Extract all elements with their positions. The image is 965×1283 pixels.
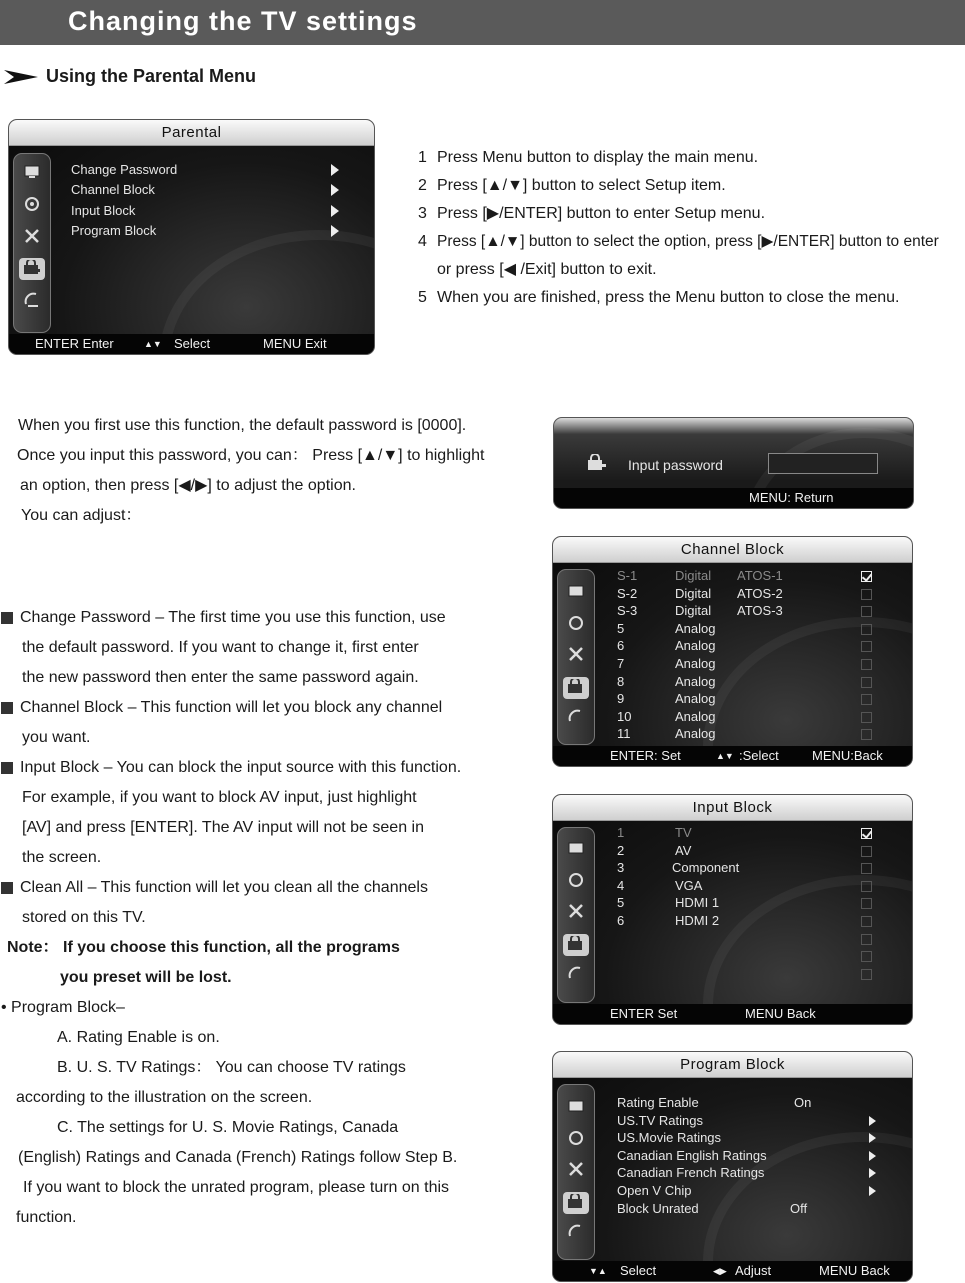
chevron-right-icon: [869, 1116, 876, 1126]
square-bullet-icon: [1, 702, 13, 714]
channel-type: Analog: [675, 708, 716, 724]
input-name: HDMI 1: [675, 895, 720, 911]
menu-item-program-block[interactable]: Program Block: [71, 223, 157, 238]
input-name: Component: [672, 860, 740, 876]
program-option-label[interactable]: Canadian French Ratings: [617, 1165, 765, 1181]
sound-icon[interactable]: [563, 613, 589, 635]
intro-line: You can adjust：: [21, 507, 142, 524]
step-item: [418, 228, 965, 284]
desc-line: stored on this TV.: [22, 909, 146, 926]
parental-lock-icon[interactable]: [563, 677, 589, 699]
left-right-arrows-icon: ◀▶: [713, 1266, 727, 1276]
program-option-value[interactable]: Off: [790, 1200, 808, 1216]
channel-type: Analog: [675, 620, 716, 636]
channel-number[interactable]: 11: [617, 726, 631, 742]
password-panel: [553, 417, 914, 509]
step-text-continued: or press [◀ /Exit] button to exit.: [437, 261, 657, 278]
step-item: [418, 172, 965, 200]
sound-icon[interactable]: [563, 1128, 589, 1150]
block-checkbox[interactable]: [861, 589, 872, 600]
channel-number[interactable]: 10: [617, 708, 632, 724]
program-block-panel: [552, 1051, 913, 1282]
up-down-arrows-icon: ▲▼: [144, 339, 162, 349]
parental-lock-icon[interactable]: [563, 1192, 589, 1214]
step-item: [418, 144, 965, 172]
chevron-right-icon: [869, 1186, 876, 1196]
input-name: AV: [675, 842, 692, 858]
input-name: VGA: [675, 877, 703, 893]
program-option-label[interactable]: US.TV Ratings: [617, 1112, 703, 1128]
menu-footer: [9, 334, 374, 354]
chevron-right-icon: [331, 225, 339, 237]
menu-icon-column: [557, 569, 595, 745]
sound-icon[interactable]: [563, 870, 589, 892]
channel-name: ATOS-3: [737, 603, 783, 619]
square-bullet-icon: [1, 612, 13, 624]
setup-tools-icon[interactable]: [563, 644, 589, 666]
channel-number[interactable]: S-2: [617, 585, 638, 601]
footer-select-hint: Select: [620, 1263, 657, 1278]
setup-tools-icon[interactable]: [563, 901, 589, 923]
desc-line: B. U. S. TV Ratings： You can choose TV ratings: [57, 1059, 406, 1076]
page-title: Changing the TV settings: [68, 6, 418, 36]
block-checkbox[interactable]: [861, 863, 872, 874]
channel-number[interactable]: 7: [617, 656, 625, 671]
chevron-right-icon: [869, 1151, 876, 1161]
step-number: 3: [418, 205, 427, 222]
setup-tools-icon[interactable]: [563, 1159, 589, 1181]
step-text: When you are finished, press the Menu button to close the menu.: [437, 289, 900, 306]
channel-type: Analog: [675, 673, 716, 689]
input-number[interactable]: 6: [617, 913, 625, 928]
password-label: Input password: [628, 457, 723, 473]
channel-type: Analog: [675, 638, 716, 654]
channel-number[interactable]: 5: [617, 620, 625, 636]
parental-menu-panel: [8, 119, 375, 355]
channel-type: Analog: [675, 656, 716, 671]
block-checkbox[interactable]: [861, 641, 872, 652]
menu-icon-column: [557, 1084, 595, 1260]
channel-type: Digital: [675, 603, 712, 619]
desc-line: Input Block – You can block the input source with this function.: [20, 759, 462, 776]
menu-icon-column: [557, 827, 595, 1003]
channel-number[interactable]: 6: [617, 638, 625, 654]
parental-lock-icon[interactable]: [563, 934, 589, 956]
desc-line: • Program Block–: [1, 999, 125, 1016]
channel-name: ATOS-2: [737, 585, 783, 601]
input-name: HDMI 2: [675, 913, 720, 928]
desc-line: (English) Ratings and Canada (French) Ratings follow Step B.: [18, 1149, 458, 1166]
desc-line: function.: [16, 1209, 77, 1226]
channel-block-panel: [552, 536, 913, 767]
block-checkbox[interactable]: [861, 898, 872, 909]
menu-item-input-block[interactable]: Input Block: [71, 203, 136, 218]
block-checkbox[interactable]: [861, 951, 872, 962]
step-list: [418, 144, 965, 312]
step-item: [418, 200, 965, 228]
footer-set-hint: ENTER Set: [610, 1006, 678, 1021]
header-bar: [0, 0, 965, 45]
footer-set-hint: ENTER: Set: [610, 748, 681, 763]
picture-icon[interactable]: [19, 163, 45, 185]
desc-line: the screen.: [22, 849, 102, 866]
desc-line: A. Rating Enable is on.: [57, 1029, 220, 1046]
block-checkbox[interactable]: [861, 659, 872, 670]
chevron-right-icon: [331, 184, 339, 196]
desc-line: C. The settings for U. S. Movie Ratings, Canada: [57, 1119, 399, 1136]
desc-line: the new password then enter the same password again.: [22, 669, 419, 686]
step-text: Press [▲/▼] button to select the option, press [▶/ENTER] button to enter: [437, 233, 939, 250]
channel-block-footer: [553, 746, 912, 766]
channel-type: Analog: [675, 691, 716, 707]
sound-icon[interactable]: [19, 194, 45, 216]
satellite-icon[interactable]: [563, 1222, 589, 1244]
program-option-label[interactable]: US.Movie Ratings: [617, 1130, 722, 1146]
block-checkbox[interactable]: [861, 712, 872, 723]
section-title: Using the Parental Menu: [46, 66, 257, 86]
intro-line: Once you input this password, you can： Press [▲/▼] to highlight: [17, 447, 485, 464]
block-checkbox[interactable]: [861, 969, 872, 980]
footer-exit-hint: MENU Exit: [263, 336, 327, 351]
up-down-arrows-icon: ▲▼: [716, 751, 734, 761]
square-bullet-icon: [1, 882, 13, 894]
password-footer: [554, 488, 913, 508]
parental-lock-icon: [586, 454, 608, 477]
desc-line: according to the illustration on the screen.: [16, 1089, 313, 1106]
input-number[interactable]: 1: [617, 825, 625, 840]
desc-line: Channel Block – This function will let you block any channel: [20, 699, 443, 716]
satellite-icon[interactable]: [19, 290, 45, 312]
channel-name: ATOS-1: [737, 568, 783, 583]
note-line: Note： If you choose this function, all the programs: [7, 939, 400, 956]
password-input[interactable]: [768, 453, 878, 474]
input-block-panel: [552, 794, 913, 1025]
footer-back-hint: MENU Back: [819, 1263, 890, 1278]
footer-return-hint: MENU: Return: [749, 490, 834, 505]
picture-icon[interactable]: [563, 583, 589, 605]
chevron-right-icon: [869, 1133, 876, 1143]
channel-type: Digital: [675, 568, 712, 583]
chevron-right-icon: [869, 1168, 876, 1178]
footer-adjust-hint: Adjust: [735, 1263, 772, 1278]
satellite-icon[interactable]: [563, 707, 589, 729]
program-option-label[interactable]: Rating Enable: [617, 1095, 699, 1110]
program-option-label[interactable]: Open V Chip: [617, 1183, 692, 1198]
step-text: Press [▶/ENTER] button to enter Setup menu.: [437, 205, 766, 222]
program-block-title: Program Block: [553, 1052, 912, 1078]
channel-number[interactable]: S-1: [617, 568, 638, 583]
channel-number[interactable]: 9: [617, 691, 625, 707]
footer-select-hint: :Select: [739, 748, 779, 763]
program-option-value[interactable]: On: [794, 1095, 812, 1110]
step-number: 1: [418, 149, 427, 166]
block-checkbox[interactable]: [861, 729, 872, 740]
footer-back-hint: MENU:Back: [812, 748, 883, 763]
menu-item-change-password[interactable]: Change Password: [71, 162, 178, 177]
block-checkbox[interactable]: [861, 916, 872, 927]
picture-icon[interactable]: [563, 840, 589, 862]
desc-line: you want.: [22, 729, 91, 746]
desc-line: [AV] and press [ENTER]. The AV input will not be seen in: [22, 819, 424, 836]
parental-lock-icon[interactable]: [19, 258, 45, 280]
input-block-footer: [553, 1004, 912, 1024]
desc-line: Clean All – This function will let you clean all the channels: [20, 879, 428, 896]
note-line: you preset will be lost.: [60, 969, 232, 986]
desc-line: For example, if you want to block AV input, just highlight: [22, 789, 417, 806]
block-checkbox[interactable]: [861, 677, 872, 688]
block-checkbox[interactable]: [861, 846, 872, 857]
swirl-decoration: [703, 875, 913, 1025]
block-checkbox[interactable]: [861, 624, 872, 635]
footer-select-hint: Select: [174, 336, 211, 351]
step-text: Press Menu button to display the main menu.: [437, 149, 759, 166]
input-block-title: Input Block: [553, 795, 912, 821]
chevron-right-icon: [331, 205, 339, 217]
block-checkbox[interactable]: [861, 571, 872, 582]
channel-number[interactable]: 8: [617, 673, 625, 689]
block-checkbox[interactable]: [861, 694, 872, 705]
input-number[interactable]: 2: [617, 842, 625, 858]
step-number: 5: [418, 289, 427, 306]
setup-tools-icon[interactable]: [19, 226, 45, 248]
input-number[interactable]: 5: [617, 895, 625, 911]
footer-back-hint: MENU Back: [745, 1006, 816, 1021]
input-number[interactable]: 4: [617, 877, 625, 893]
program-block-footer: [553, 1261, 912, 1281]
arrow-pointer-icon: [4, 70, 38, 84]
input-number[interactable]: 3: [617, 860, 625, 876]
menu-icon-column: [13, 153, 51, 333]
satellite-icon[interactable]: [563, 964, 589, 986]
channel-type: Analog: [675, 726, 716, 742]
step-number: 2: [418, 177, 427, 194]
block-checkbox[interactable]: [861, 881, 872, 892]
desc-line: Change Password – The first time you use this function, use: [20, 609, 446, 626]
step-text: Press [▲/▼] button to select Setup item.: [437, 177, 726, 194]
input-name: TV: [675, 825, 692, 840]
block-checkbox[interactable]: [861, 828, 872, 839]
channel-number[interactable]: S-3: [617, 603, 638, 619]
program-option-label[interactable]: Block Unrated: [617, 1200, 699, 1216]
menu-item-channel-block[interactable]: Channel Block: [71, 182, 155, 197]
desc-line: the default password. If you want to change it, first enter: [22, 639, 419, 656]
channel-type: Digital: [675, 585, 712, 601]
step-item: [418, 284, 965, 312]
intro-line: When you first use this function, the default password is [0000].: [18, 417, 467, 434]
footer-enter-hint: ENTER Enter: [35, 336, 114, 351]
desc-line: If you want to block the unrated program, please turn on this: [23, 1179, 450, 1196]
intro-line: an option, then press [◀/▶] to adjust the option.: [20, 477, 356, 494]
parental-menu-title: Parental: [9, 120, 374, 146]
up-down-arrows-icon: ▼▲: [589, 1266, 607, 1276]
channel-block-title: Channel Block: [553, 537, 912, 563]
program-option-label[interactable]: Canadian English Ratings: [617, 1147, 767, 1163]
square-bullet-icon: [1, 762, 13, 774]
step-number: 4: [418, 233, 427, 250]
swirl-decoration: [703, 617, 913, 767]
picture-icon[interactable]: [563, 1098, 589, 1120]
block-checkbox[interactable]: [861, 934, 872, 945]
block-checkbox[interactable]: [861, 606, 872, 617]
chevron-right-icon: [331, 164, 339, 176]
